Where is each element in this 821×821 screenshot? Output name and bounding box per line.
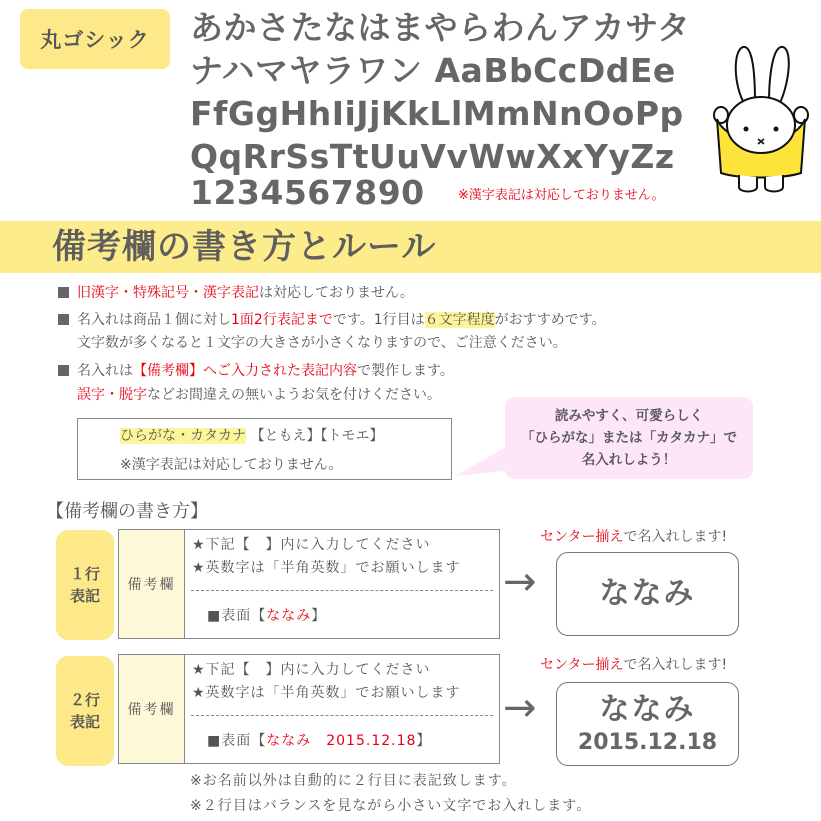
case-1-label: １行 表記 xyxy=(56,530,114,640)
footnote-2: ※２行目はバランスを見ながら小さい文字でお入れします。 xyxy=(190,798,592,814)
dashed-divider xyxy=(191,715,493,716)
center-align-note: センター揃えで名入れします! xyxy=(540,529,728,545)
font-sample-line-4: QqRrSsTtUuVvWwXxYyZz xyxy=(190,137,675,176)
center-align-note: センター揃えで名入れします! xyxy=(540,657,728,673)
remarks-field-body: ★下記【 】内に入力してください ★英数字は「半角英数」でお願いします ■表面【ななみ】 xyxy=(185,530,499,638)
remarks-field-label: 備考欄 xyxy=(119,530,185,638)
section-title: 備考欄の書き方とルール xyxy=(52,227,437,267)
remarks-field-body: ★下記【 】内に入力してください ★英数字は「半角英数」でお願いします ■表面【ななみ 2015.12.18】 xyxy=(185,655,499,763)
remarks-entry: ■表面【ななみ 2015.12.18】 xyxy=(207,733,432,749)
square-bullet-icon xyxy=(58,287,69,298)
kanji-not-supported-note: ※漢字表記は対応しておりません。 xyxy=(458,188,665,203)
font-sample-line-5: 1234567890 xyxy=(190,173,425,212)
tip-bubble: 読みやすく、可愛らしく 「ひらがな」または「カタカナ」で 名入れしよう！ xyxy=(505,397,753,479)
miffy-illustration-icon xyxy=(703,45,821,195)
footnote-1: ※お名前以外は自動的に２行目に表記致します。 xyxy=(190,773,517,789)
font-sample-line-1: あかさたなはまやらわんアカサタ xyxy=(190,8,691,47)
case-1-form xyxy=(118,529,500,639)
remarks-field-label: 備考欄 xyxy=(119,655,185,763)
rule-3-continuation: 誤字・脱字などお間違えの無いようお気を付けください。 xyxy=(77,387,441,403)
square-bullet-icon xyxy=(58,365,69,376)
rule-2: 名入れは商品１個に対し1面2行表記までです。1行目は６文字程度がおすすめです。 xyxy=(58,311,606,329)
font-sample-line-2: ナハマヤラワン AaBbCcDdEe xyxy=(190,51,676,90)
howto-title: 【備考欄の書き方】 xyxy=(46,501,208,522)
rule-2-continuation: 文字数が多くなると１文字の大きさが小さくなりますので、ご注意ください。 xyxy=(77,335,567,351)
example-line-1: ひらがな・カタカナ 【ともえ】【トモエ】 xyxy=(120,428,384,444)
remarks-entry: ■表面【ななみ】 xyxy=(207,608,327,624)
dashed-divider xyxy=(191,590,493,591)
example-line-2: ※漢字表記は対応しておりません。 xyxy=(120,457,343,473)
case-2-label: ２行 表記 xyxy=(56,656,114,766)
rule-3: 名入れは【備考欄】へご入力された表記内容で製作します。 xyxy=(58,362,454,380)
rule-1: 旧漢字・特殊記号・漢字表記は対応しておりません。 xyxy=(58,284,414,302)
right-arrow-icon: → xyxy=(503,685,537,731)
case-2-result-preview: ななみ 2015.12.18 xyxy=(556,682,739,766)
case-1-result-preview: ななみ xyxy=(556,552,739,636)
font-sample-line-3: FfGgHhIiJjKkLlMmNnOoPp xyxy=(190,94,684,133)
square-bullet-icon xyxy=(58,314,69,325)
font-style-badge: 丸ゴシック xyxy=(20,9,170,69)
case-2-form xyxy=(118,654,500,764)
right-arrow-icon: → xyxy=(503,559,537,605)
